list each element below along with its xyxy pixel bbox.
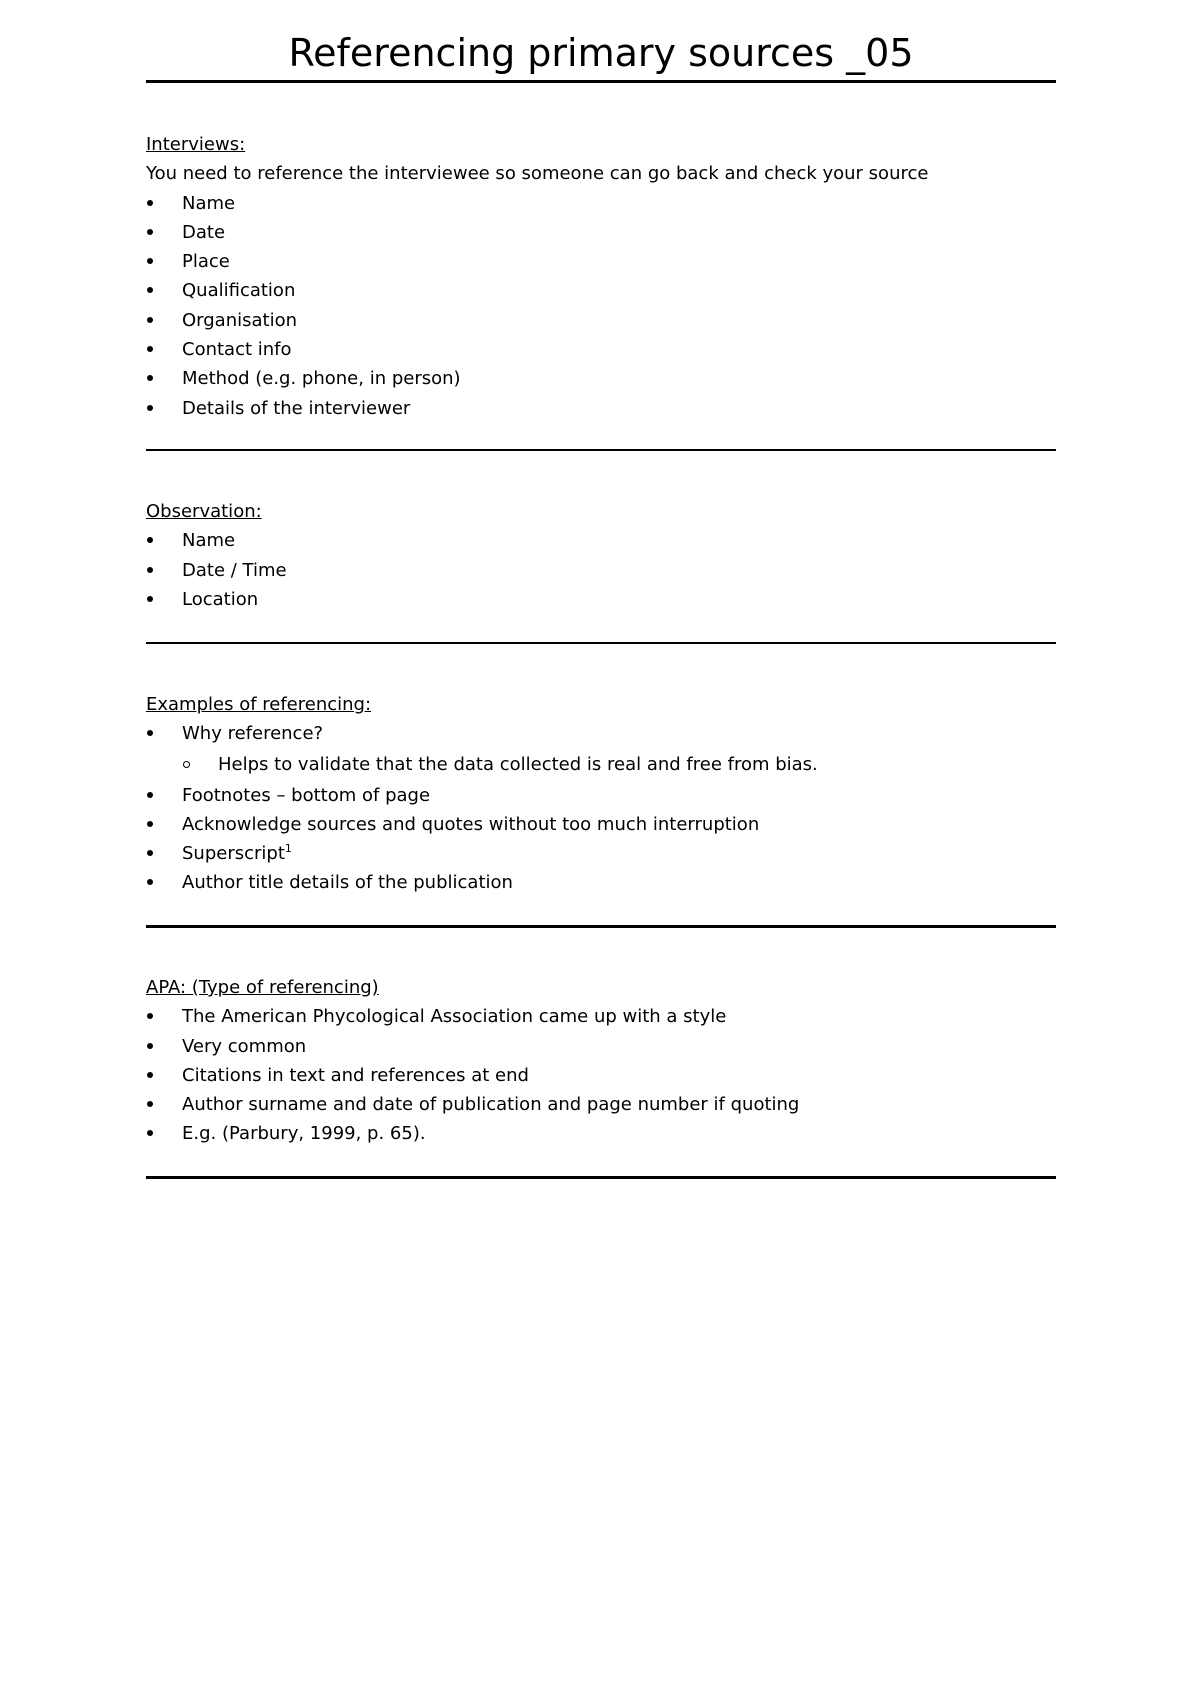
list-item: Very common: [146, 1032, 1056, 1061]
list-item: Details of the interviewer: [146, 394, 1056, 423]
list-item: Qualification: [146, 276, 1056, 305]
page-title: Referencing primary sources _05: [288, 31, 914, 75]
examples-sub-list: [146, 749, 1056, 781]
list-item: E.g. (Parbury, 1999, p. 65).: [146, 1119, 1056, 1148]
apa-section: [146, 973, 1056, 1149]
list-item: [146, 839, 1056, 868]
list-item: Date / Time: [146, 556, 1056, 585]
observation-divider: [146, 642, 1056, 644]
observation-heading: Observation:: [146, 501, 262, 522]
list-item: The American Phycological Association came up with a style: [146, 1002, 1056, 1031]
superscript-mark: 1: [284, 842, 292, 856]
list-item: Author surname and date of publication and page number if quoting: [146, 1090, 1056, 1119]
interviews-list: [146, 189, 1056, 423]
list-item: Date: [146, 218, 1056, 247]
observation-list: [146, 526, 1056, 614]
interviews-intro: You need to reference the interviewee so someone can go back and check your source: [146, 163, 929, 185]
list-item: Location: [146, 585, 1056, 614]
list-item: Footnotes – bottom of page: [146, 781, 1056, 810]
list-item: Place: [146, 247, 1056, 276]
apa-list: [146, 1002, 1056, 1148]
interviews-section: [146, 130, 1056, 423]
list-item: Acknowledge sources and quotes without too much interruption: [146, 810, 1056, 839]
why-item: Why reference?: [182, 723, 324, 745]
list-item: Organisation: [146, 306, 1056, 335]
examples-section: [146, 690, 1056, 898]
list-item: Citations in text and references at end: [146, 1061, 1056, 1090]
observation-section: [146, 497, 1056, 614]
sub-list-item: Helps to validate that the data collected is real and free from bias.: [146, 749, 1056, 781]
apa-heading: APA: (Type of referencing): [146, 977, 379, 998]
list-item: Name: [146, 189, 1056, 218]
superscript-item: Superscript: [182, 843, 285, 865]
examples-list-continued: [146, 781, 1056, 898]
examples-divider: [146, 925, 1056, 928]
examples-list: [146, 719, 1056, 748]
interviews-heading: Interviews:: [146, 134, 246, 155]
examples-heading: Examples of referencing:: [146, 694, 372, 715]
list-item: [146, 719, 1056, 748]
list-item: Contact info: [146, 335, 1056, 364]
list-item: Method (e.g. phone, in person): [146, 364, 1056, 393]
interviews-divider: [146, 449, 1056, 451]
list-item: Author title details of the publication: [146, 868, 1056, 897]
title-divider: [146, 80, 1056, 83]
list-item: Name: [146, 526, 1056, 555]
apa-divider: [146, 1176, 1056, 1179]
